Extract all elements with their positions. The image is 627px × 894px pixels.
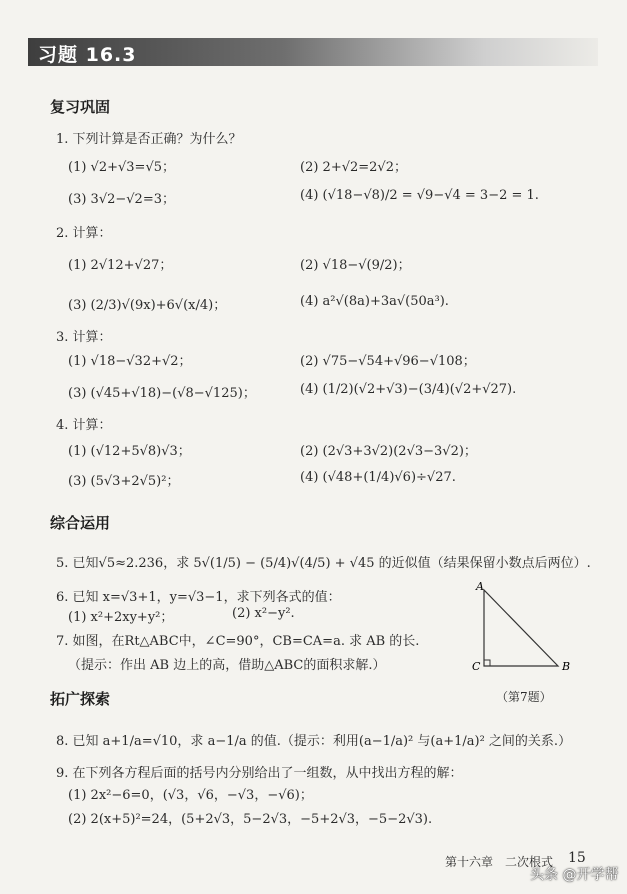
right-angle-mark (484, 660, 490, 666)
q3-stem: 3. 计算： (56, 330, 112, 345)
q7-hint: （提示：作出 AB 边上的高，借助△ABC的面积求解.） (68, 658, 386, 673)
vertex-b-label: B (562, 660, 571, 673)
exercise-title: 习题 16.3 (38, 44, 137, 66)
q2-c: (3) (2/3)√(9x)+6√(x/4)； (68, 298, 227, 313)
triangle-figure (470, 580, 580, 679)
figure-caption: （第7题） (496, 690, 552, 704)
q4-d: (4) (√48+(1/4)√6)÷√27. (300, 470, 456, 485)
q2-d: (4) a²√(8a)+3a√(50a³). (300, 294, 449, 309)
q5-stem: 5. 已知√5≈2.236，求 5√(1/5) − (5/4)√(4/5) + √45 的近似值（结果保留小数点后两位）. (56, 556, 591, 571)
triangle-shape (484, 590, 558, 666)
vertex-c-label: C (472, 660, 481, 673)
q3-d: (4) (1/2)(√2+√3)−(3/4)(√2+√27). (300, 382, 517, 397)
q9-a: (1) 2x²−6=0，(√3，√6，−√3，−√6)； (68, 788, 313, 803)
q3-c: (3) (√45+√18)−(√8−√125)； (68, 386, 256, 401)
q3-a: (1) √18−√32+√2； (68, 354, 192, 369)
q9-b: (2) 2(x+5)²=24，(5+2√3，5−2√3，−5+2√3，−5−2√3). (68, 812, 433, 827)
section-extend: 拓广探索 (50, 690, 111, 708)
right-triangle-diagram (470, 580, 580, 675)
q6-stem: 6. 已知 x=√3+1，y=√3−1，求下列各式的值： (56, 590, 341, 605)
watermark-text: 头条 @开学帮 (530, 867, 619, 883)
q4-stem: 4. 计算： (56, 418, 112, 433)
q6-a: (1) x²+2xy+y²； (68, 610, 174, 625)
q3-b: (2) √75−√54+√96−√108； (300, 354, 476, 369)
q1-d: (4) (√18−√8)/2 = √9−√4 = 3−2 = 1. (300, 188, 539, 203)
vertex-a-label: A (476, 580, 484, 593)
q2-a: (1) 2√12+√27； (68, 258, 173, 273)
section-review: 复习巩固 (50, 98, 111, 116)
q4-c: (3) (5√3+2√5)²； (68, 474, 180, 489)
q1-a: (1) √2+√3=√5； (68, 160, 175, 175)
chapter-footer: 第十六章 二次根式 (445, 855, 554, 869)
section-apply: 综合运用 (50, 514, 111, 532)
exercise-header (28, 38, 598, 66)
q2-stem: 2. 计算： (56, 226, 112, 241)
q1-b: (2) 2+√2=2√2； (300, 160, 407, 175)
q9-stem: 9. 在下列各方程后面的括号内分别给出了一组数，从中找出方程的解： (56, 766, 463, 781)
q4-b: (2) (2√3+3√2)(2√3−3√2)； (300, 444, 477, 459)
q1-stem: 1. 下列计算是否正确？为什么？ (56, 132, 242, 147)
q6-b: (2) x²−y². (232, 606, 295, 621)
q8-stem: 8. 已知 a+1/a=√10，求 a−1/a 的值.（提示：利用(a−1/a)² 与(a+1/a)² 之间的关系.） (56, 734, 572, 749)
q1-c: (3) 3√2−√2=3； (68, 192, 175, 207)
q2-b: (2) √18−√(9/2)； (300, 258, 411, 273)
q4-a: (1) (√12+5√8)√3； (68, 444, 191, 459)
page-number: 15 (568, 850, 586, 866)
q7-stem: 7. 如图，在Rt△ABC中，∠C=90°，CB=CA=a. 求 AB 的长. (56, 634, 420, 649)
